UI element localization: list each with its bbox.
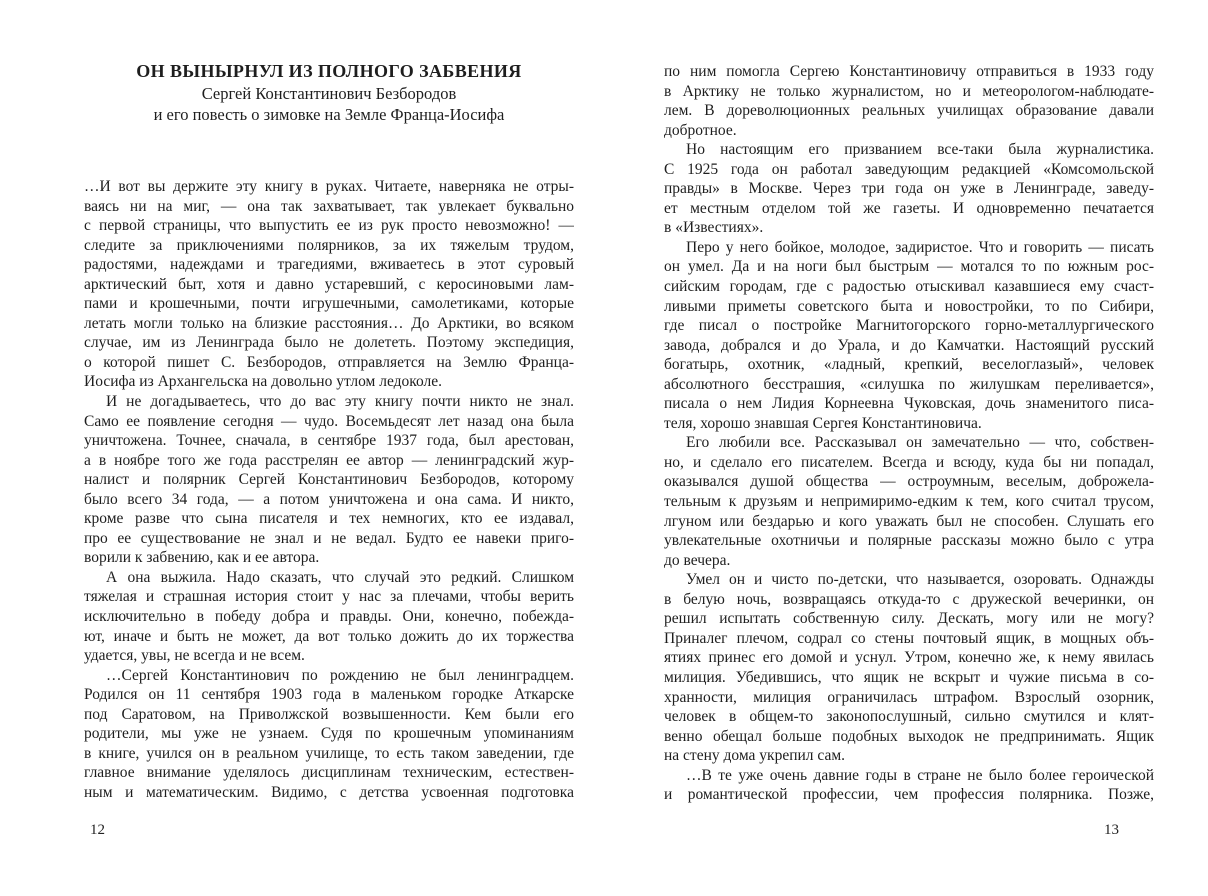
text-line: в «Известиях». (664, 219, 764, 237)
text-line: А она выжила. Надо сказать, что случай это редкий. Слишком (106, 568, 574, 586)
left-page-text-column (84, 177, 574, 803)
text-line: на стену дома укрепил сам. (664, 747, 846, 765)
text-line: Перо у него бойкое, молодое, задиристое. Что и говорить — писать (686, 238, 1154, 256)
text-line: исключительно в победу добра и правды. Они, конечно, побежда- (84, 608, 574, 626)
text-line: он умел. Да и на ноги был быстрым — мотался то по южным рос- (664, 258, 1154, 276)
text-line: про ее существование не знал и не ведал. Будто ее навеки приго- (84, 529, 574, 547)
text-line: И не догадываетесь, что до вас эту книгу почти никто не знал. (106, 393, 574, 411)
paragraph (664, 766, 1154, 805)
text-line: абсолютного бесстрашия, «силушка по жилушкам переливается», (664, 375, 1154, 393)
text-line: С 1925 года он работал заведующим редакцией «Комсомольской (664, 160, 1154, 178)
text-line: правды» в Москве. Через три года он уже в Ленинграде, заведу- (664, 180, 1154, 198)
text-line: писала о нем Лидия Корнеевна Чуковская, дочь знаменитого писа- (664, 395, 1154, 413)
text-line: Родился он 11 сентября 1903 года в маленьком городке Аткарске (84, 686, 574, 704)
text-line: хранности, милиция ограничилась штрафом. Взрослый озорник, (664, 688, 1154, 706)
chapter-heading (84, 60, 574, 125)
text-line: ет местным отделом той же газеты. И одновременно печатается (664, 199, 1154, 217)
text-line: налист и полярник Сергей Константинович Безбородов, которому (84, 471, 574, 489)
paragraph (664, 140, 1154, 238)
paragraph (84, 568, 574, 666)
text-line: с первой страницы, что выпустить ее из рук просто невозможно! — (84, 217, 574, 235)
text-line: а в ноябре того же года расстрелян ее автор — ленинградский жур- (84, 451, 574, 469)
text-line: ливыми приметы советского быта и новостройки, то по Сибири, (664, 297, 1154, 315)
text-line: …В те уже очень давние годы в стране не было более героической (686, 766, 1154, 784)
text-line: человек в общем-то законопослушный, сильно смутился и клят- (664, 708, 1154, 726)
text-line: ваясь ни на миг, — она так захватывает, так увлекает буквально (84, 197, 574, 215)
text-line: уничтожена. Точнее, сначала, в сентябре 1937 года, был арестован, (84, 432, 574, 450)
text-line: богатырь, охотник, «ладный, крепкий, веселоглазый», человек (664, 356, 1154, 374)
text-line: Его любили все. Рассказывал он замечательно — что, собствен- (686, 434, 1154, 452)
text-line: решил испытать собственную силу. Дескать, могу или не могу? (664, 610, 1154, 628)
text-line: Умел он и чисто по-детски, что называется, озоровать. Однажды (686, 571, 1154, 589)
text-line: по ним помогла Сергею Константиновичу отправиться в 1933 году (664, 63, 1154, 80)
text-line: ным и математическим. Видимо, с детства усвоенная подготовка (84, 783, 574, 801)
text-line: лгуном или бездарью и кого уважать был не способен. Слушать его (664, 512, 1154, 530)
paragraph (84, 666, 574, 803)
text-line: главное внимание уделялось дисциплинам техническим, естествен- (84, 764, 574, 782)
text-line: удается, увы, не всегда и не всем. (84, 647, 305, 665)
text-line: и романтической профессии, чем профессия полярника. Позже, (664, 786, 1154, 804)
chapter-subtitle-author: Сергей Константинович Безбородов (201, 84, 457, 103)
text-line: под Саратовом, на Приволжской возвышенности. Кем были его (84, 705, 574, 723)
text-line: ют, иначе и быть не может, да вот только дожить до их торжества (84, 627, 574, 645)
text-line: следите за приключениями полярников, за их тяжелым трудом, (84, 236, 574, 254)
text-line: ворили к забвению, как и ее автора. (84, 549, 320, 567)
text-line: кроме разве что сына писателя и тех немногих, кто ее издавал, (84, 510, 574, 528)
paragraph (664, 238, 1154, 433)
paragraph (84, 177, 574, 392)
text-line: завода, добрался и до Урала, и до Камчатки. Настоящий русский (664, 336, 1154, 354)
text-line: милиция. Убедившись, что ящик не вскрыт и чужие письма в со- (664, 668, 1154, 686)
paragraph (664, 570, 1154, 765)
chapter-title: ОН ВЫНЫРНУЛ ИЗ ПОЛНОГО ЗАБВЕНИЯ (136, 61, 522, 81)
paragraph (84, 392, 574, 568)
text-line: Приналег плечом, содрал со стены почтовый ящик, в мощных объ- (664, 629, 1154, 647)
text-line: увлекательные охотничьи и полярные рассказы можно было с утра (664, 532, 1154, 550)
chapter-subtitle-description: и его повесть о зимовке на Земле Франца-Иосифа (153, 105, 505, 124)
text-line: арктический быт, хотя и давно устаревший, с керосиновыми лам- (84, 275, 574, 293)
page-number-right: 13 (1104, 822, 1119, 838)
text-line: в книге, учился он в реальном училище, то есть таком заведении, где (84, 744, 574, 762)
text-line: родители, мы уже не узнаем. Судя по крошечным упоминаниям (84, 725, 574, 743)
text-line: теля, хорошо знавшая Сергея Константиновича. (664, 414, 982, 432)
text-line: случае, им из Ленинграда было не долететь. Поэтому экспедиция, (84, 334, 574, 352)
text-line: в белую ночь, возвращаясь откуда-то с дружеской вечеринки, он (664, 590, 1154, 608)
text-line: Само ее появление сегодня — чудо. Восемьдесят лет назад она была (84, 412, 574, 430)
text-line: но, и сделало его писателем. Всегда и всюду, куда бы ни попадал, (664, 453, 1154, 471)
text-line: …И вот вы держите эту книгу в руках. Читаете, наверняка не отры- (84, 178, 574, 195)
text-line: …Сергей Константинович по рождению не был ленинградцем. (106, 666, 574, 684)
text-line: сийским городам, где с радостью отыскивал казавшиеся ему счаст- (664, 278, 1154, 296)
text-line: было всего 34 года, — а потом уничтожена и она сама. И никто, (84, 490, 574, 508)
right-page-text-column (664, 62, 1154, 805)
text-line: Но настоящим его призванием все-таки была журналистика. (686, 141, 1154, 159)
paragraph (664, 433, 1154, 570)
text-line: где писал о постройке Магнитогорского горно-металлургического (664, 317, 1154, 335)
paragraph (664, 62, 1154, 140)
text-line: в Арктику не только журналистом, но и метеорологом-наблюдате- (664, 82, 1154, 100)
text-line: тяжелая и страшная история стоит у нас за плечами, чтобы верить (84, 588, 574, 606)
text-line: ятиях принес его домой и уснул. Утром, конечно же, к нему явилась (664, 649, 1154, 667)
text-line: пами и крошечными, почти игрушечными, самолетиками, которые (84, 295, 574, 313)
text-line: летать могли только на близкие расстояния… До Арктики, во всяком (84, 314, 574, 332)
text-line: о которой пишет С. Безбородов, отправляется на Землю Франца- (84, 353, 574, 371)
page-number-left: 12 (90, 822, 105, 838)
text-line: до вечера. (664, 551, 731, 569)
text-line: оказывался душой общества — остроумным, веселым, доброжела- (664, 473, 1154, 491)
text-line: тельным к друзьям и непримиримо-едким к тем, кого считал трусом, (664, 493, 1154, 511)
text-line: Иосифа из Архангельска на довольно утлом ледоколе. (84, 373, 443, 391)
text-line: добротное. (664, 121, 737, 139)
text-line: венно обещал больше подобных выходок не предпринимать. Ящик (664, 727, 1154, 745)
text-line: радостями, надеждами и трагедиями, вживаетесь в этот суровый (84, 256, 574, 274)
text-line: лем. В дореволюционных реальных училищах образование давали (664, 102, 1154, 120)
